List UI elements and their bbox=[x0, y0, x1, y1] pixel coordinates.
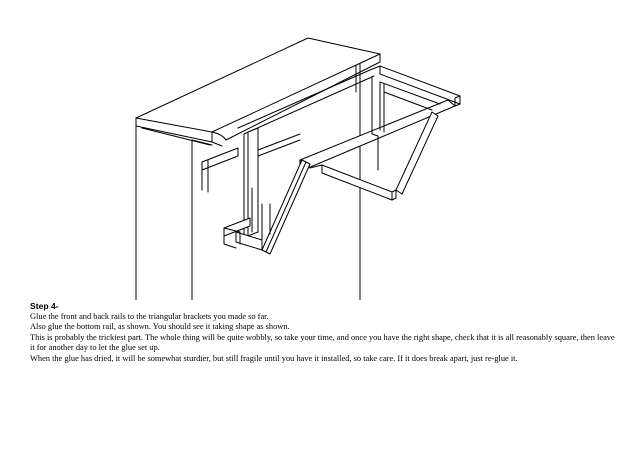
instruction-line-1: Glue the front and back rails to the triangular brackets you made so far. bbox=[30, 311, 269, 321]
instruction-line-2: Also glue the bottom rail, as shown. You should see it taking shape as shown. bbox=[30, 322, 290, 332]
instruction-line-3: This is probably the trickiest part. The whole thing will be quite wobbly, so take your time, and once you have the right shape, check that it is all reasonably square, then leave it for another day to let the glue set up. bbox=[30, 332, 615, 353]
step-instructions bbox=[30, 301, 615, 365]
instruction-line-4: When the glue has dried, it will be somewhat sturdier, but still fragile until you have it installed, so take care. If it does break apart, just re-glue it. bbox=[30, 353, 518, 363]
step-heading: Step 4- bbox=[30, 301, 59, 311]
